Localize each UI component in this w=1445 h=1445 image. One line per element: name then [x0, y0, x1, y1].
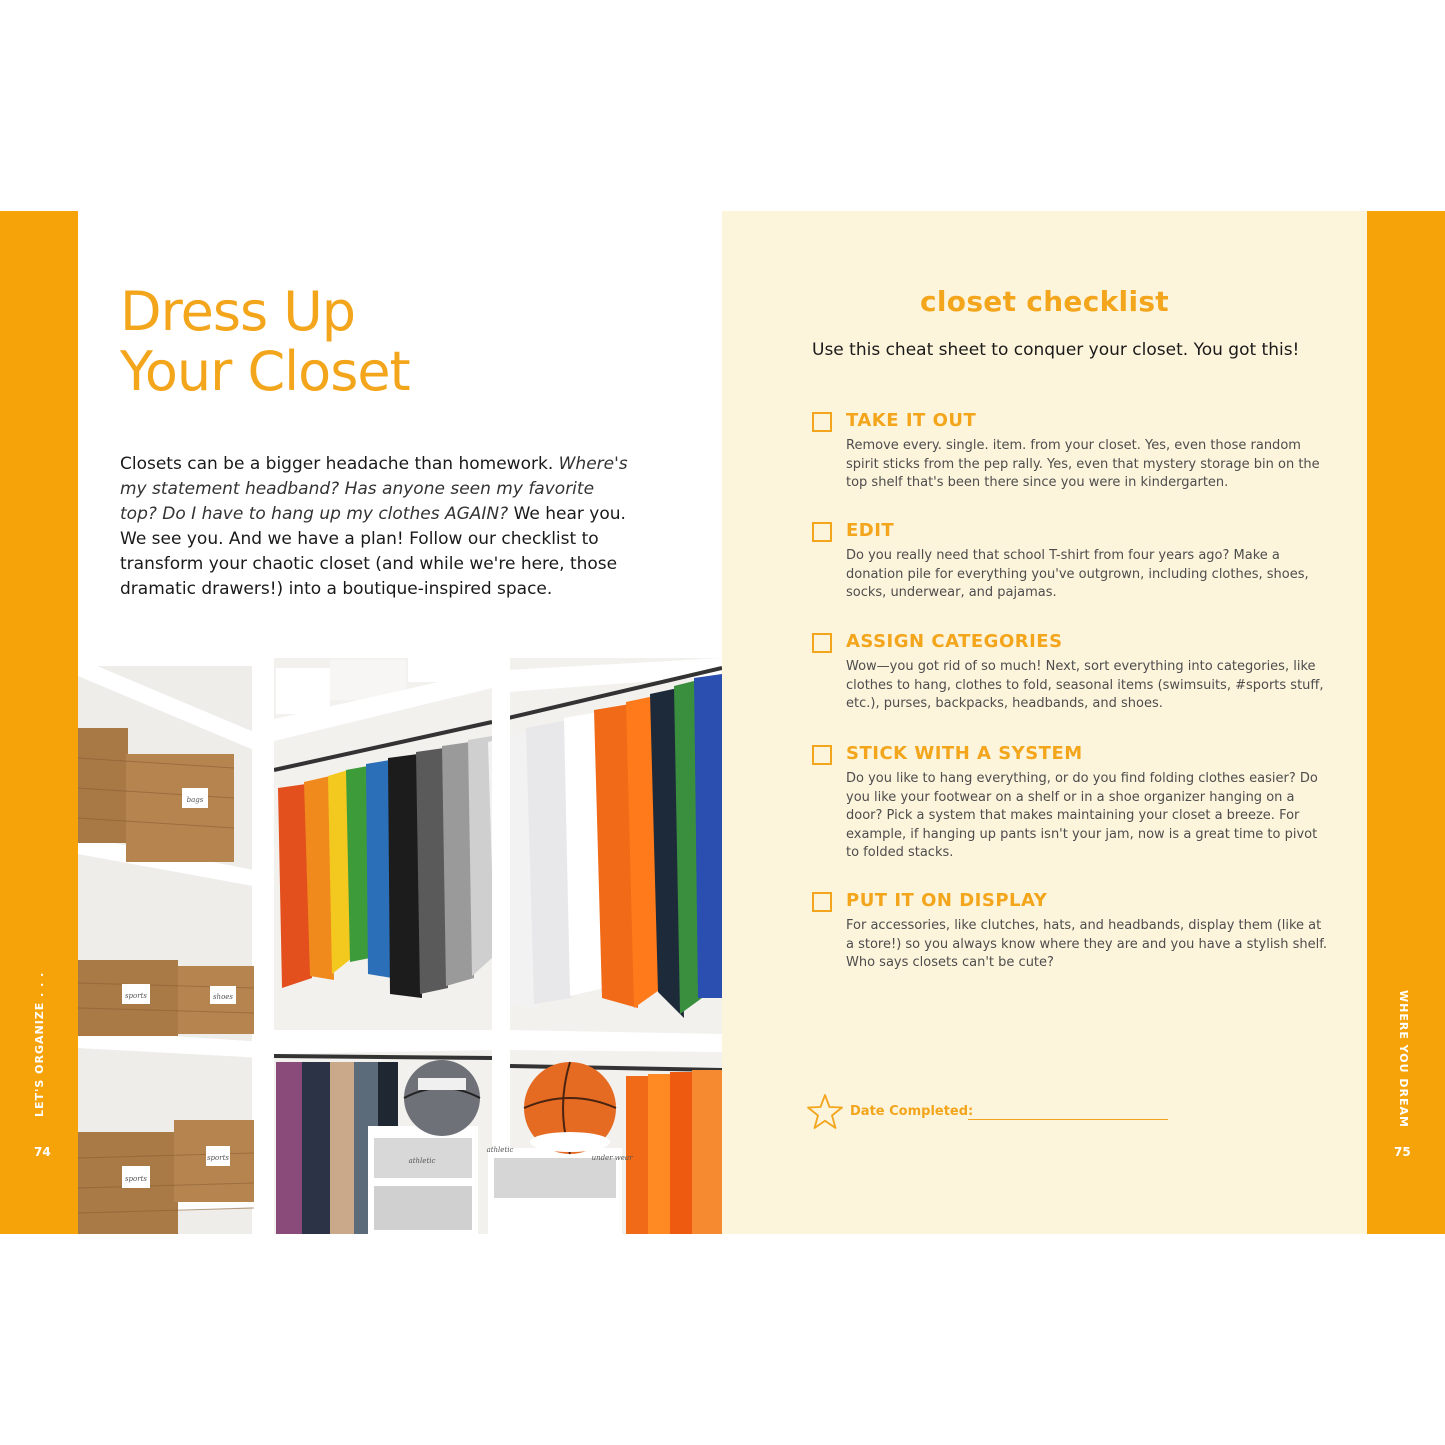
- checklist-item-assign-categories: [812, 631, 1332, 714]
- checklist-item-heading: STICK WITH A SYSTEM: [846, 743, 1083, 764]
- checkbox-icon[interactable]: [812, 412, 832, 432]
- right-running-head: WHERE YOU DREAM: [1397, 990, 1410, 1128]
- checkbox-icon[interactable]: [812, 522, 832, 542]
- date-completed-label: Date Completed:: [850, 1104, 974, 1119]
- title-line-1: Dress Up: [120, 280, 356, 343]
- checklist-item-heading: ASSIGN CATEGORIES: [846, 631, 1063, 652]
- title-line-2: Your Closet: [120, 340, 410, 403]
- intro-italic: Where's my statement headband? Has anyone seen my favorite top? Do I have to hang up my clothes AGAIN?: [120, 454, 628, 524]
- checklist-item-body: Remove every. single. item. from your closet. Yes, even those random spirit sticks from the pep rally. Yes, even that mystery storage bin on the top shelf that's been there since you were in kindergarten.: [846, 438, 1320, 491]
- intro-rest: We hear you. We see you. And we have a plan! Follow our checklist to transform your chaotic closet (and while we're here, those dramatic drawers!) into a boutique-inspired space.: [120, 504, 626, 599]
- basket-tag-label: bags: [186, 796, 204, 804]
- left-page-number: 74: [34, 1145, 51, 1159]
- page-title: [120, 282, 410, 402]
- checkbox-icon[interactable]: [812, 745, 832, 765]
- checkbox-icon[interactable]: [812, 633, 832, 653]
- date-completed-row: [806, 1093, 1206, 1133]
- checklist-item-take-it-out: [812, 410, 1332, 493]
- basket-tag-label: sports: [206, 1154, 230, 1162]
- checklist-item-heading: EDIT: [846, 520, 895, 541]
- basket-tag-label: shoes: [212, 993, 234, 1001]
- checklist-item-body: Wow—you got rid of so much! Next, sort everything into categories, like clothes to hang, clothes to fold, seasonal items (swimsuits, #sports stuff, etc.), purses, backpacks, headbands, and shoes.: [846, 659, 1324, 712]
- checklist-item-stick-with-a-system: [812, 743, 1332, 863]
- star-icon: [806, 1093, 844, 1131]
- basket-tag-label: under wear: [591, 1154, 633, 1162]
- basket-tag-label: sports: [124, 1175, 148, 1183]
- checklist-item-body: For accessories, like clutches, hats, and headbands, display them (like at a store!) so you always know where they are and you have a stylish shelf. Who says closets can't be cute?: [846, 918, 1327, 971]
- basket-tag-label: athletic: [408, 1157, 436, 1165]
- basket-tag-label: sports: [124, 992, 148, 1000]
- intro-paragraph: [120, 452, 630, 602]
- checklist-item-heading: TAKE IT OUT: [846, 410, 977, 431]
- checklist-item-edit: [812, 520, 1332, 603]
- closet-illustration: [78, 658, 722, 1234]
- left-running-head: LET'S ORGANIZE . . .: [33, 971, 46, 1117]
- checklist-item-heading: PUT IT ON DISPLAY: [846, 890, 1048, 911]
- checklist-subtitle: Use this cheat sheet to conquer your closet. You got this!: [812, 340, 1300, 360]
- right-page: [722, 211, 1367, 1234]
- checkbox-icon[interactable]: [812, 892, 832, 912]
- intro-lead: Closets can be a bigger headache than homework.: [120, 454, 554, 474]
- checklist-item-put-it-on-display: [812, 890, 1332, 973]
- basket-tag-label: athletic: [486, 1146, 514, 1154]
- closet-photo: [78, 658, 722, 1234]
- checklist-item-body: Do you really need that school T-shirt from four years ago? Make a donation pile for everything you've outgrown, including clothes, shoes, socks, underwear, and pajamas.: [846, 548, 1309, 601]
- date-completed-field[interactable]: [968, 1119, 1168, 1120]
- right-page-number: 75: [1394, 1145, 1411, 1159]
- checklist-title: closet checklist: [919, 285, 1169, 318]
- checklist-item-body: Do you like to hang everything, or do you find folding clothes easier? Do you like your footwear on a shelf or in a shoe organizer hanging on a door? Pick a system that makes maintaining your closet a breeze. For example, if hanging up pants isn't your jam, now is a great time to pivot to folded stacks.: [846, 771, 1318, 861]
